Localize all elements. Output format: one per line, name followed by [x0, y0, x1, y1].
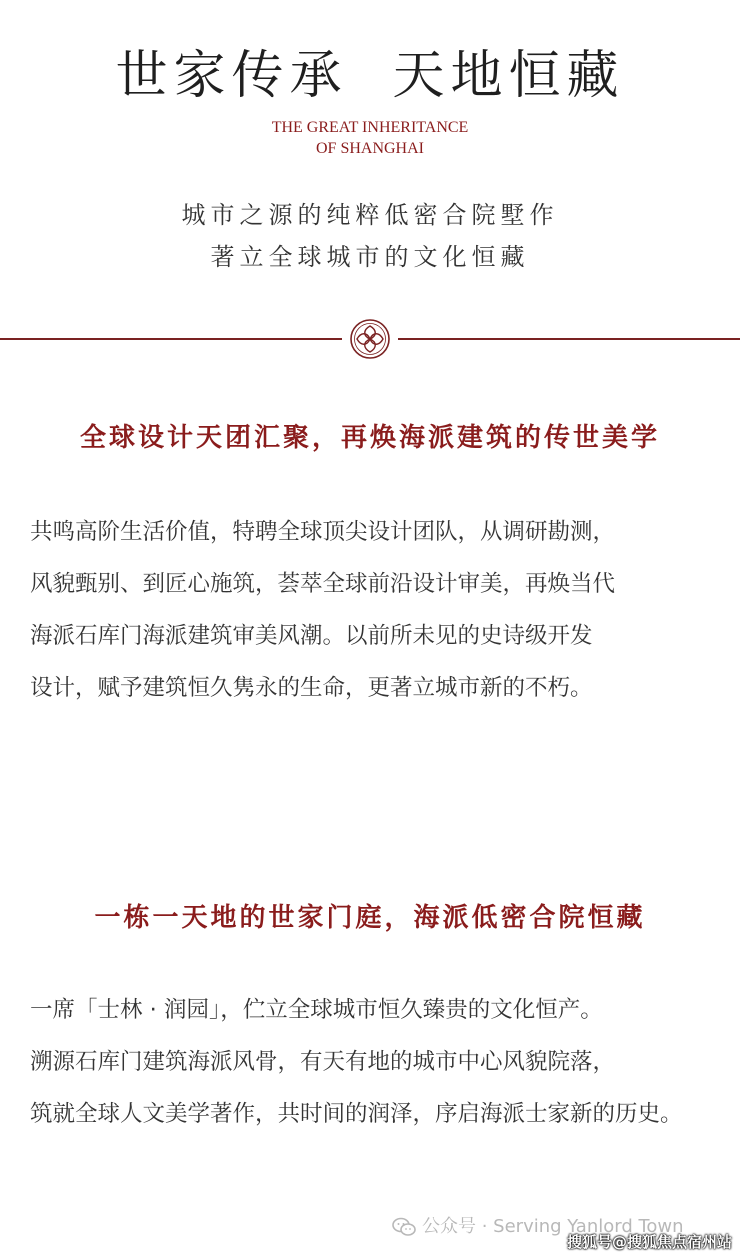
paragraph-line: 共鸣高阶生活价值，特聘全球顶尖设计团队，从调研勘测， — [30, 519, 616, 545]
english-subtitle-line-1: THE GREAT INHERITANCE — [271, 119, 469, 136]
paragraph-line: 溯源石库门建筑海派风骨，有天有地的城市中心风貌院落， — [30, 1049, 616, 1075]
section-heading-courtyard: 一栋一天地的世家门庭，海派低密合院恒藏 — [94, 903, 646, 933]
paragraph-line: 设计，赋予建筑恒久隽永的生命，更著立城市新的不朽。 — [30, 675, 593, 701]
paragraph-line: 海派石库门海派建筑审美风潮。以前所未见的史诗级开发 — [30, 623, 593, 649]
section-heading-design: 全球设计天团汇聚，再焕海派建筑的传世美学 — [79, 423, 660, 453]
tagline-line-2: 著立全球城市的文化恒藏 — [210, 243, 530, 271]
divider-line-left — [0, 338, 342, 340]
ornamental-knot-icon — [349, 318, 391, 360]
platform-watermark: 搜狐号@搜狐焦点宿州站 — [566, 1233, 732, 1251]
english-subtitle-line-2: OF SHANGHAI — [315, 140, 424, 157]
page-title: 世家传承 天地恒藏 — [115, 46, 625, 106]
section-paragraph-courtyard — [30, 984, 720, 1140]
section-paragraph-design — [30, 506, 720, 714]
paragraph-line: 筑就全球人文美学著作，共时间的润泽，序启海派士家新的历史。 — [30, 1101, 683, 1127]
paragraph-line: 风貌甄别、到匠心施筑，荟萃全球前沿设计审美，再焕当代 — [30, 571, 616, 597]
wechat-icon — [392, 1216, 416, 1238]
tagline — [0, 194, 740, 278]
divider-line-right — [398, 338, 740, 340]
paragraph-line: 一席「士林 · 润园」，伫立全球城市恒久臻贵的文化恒产。 — [30, 997, 603, 1023]
tagline-line-1: 城市之源的纯粹低密合院墅作 — [181, 201, 559, 229]
ornamental-divider — [0, 318, 740, 360]
english-subtitle — [0, 117, 740, 159]
source-text: 公众号 · Serving Yanlord Town — [422, 1216, 684, 1237]
